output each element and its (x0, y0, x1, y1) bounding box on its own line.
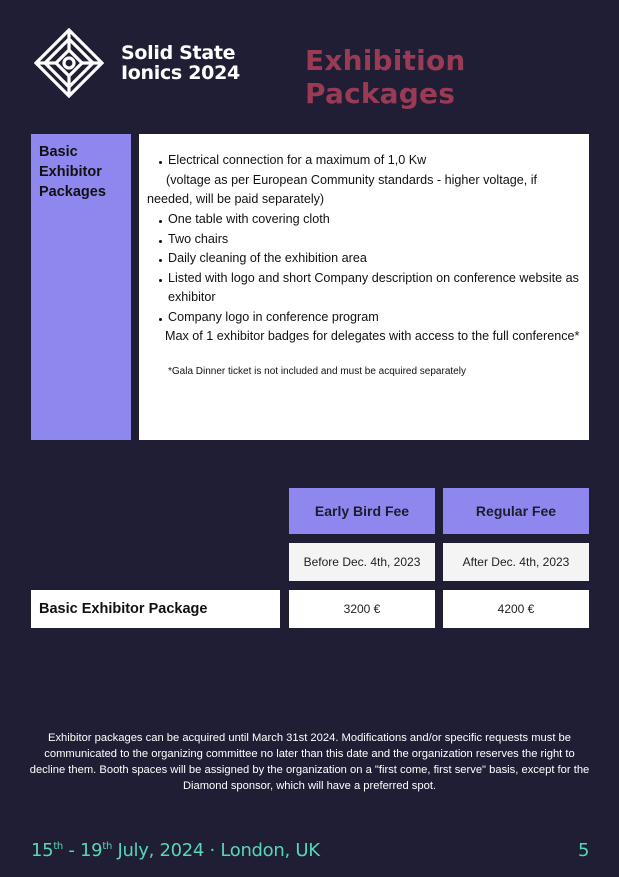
logo-line-1: Solid State (121, 42, 236, 64)
logo-line-2: Ionics 2024 (121, 62, 240, 84)
bullet-icon (159, 240, 162, 243)
package-item: Two chairs (168, 232, 229, 246)
package-item: Daily cleaning of the exhibition area (168, 251, 367, 265)
page-title: Exhibition Packages (305, 44, 466, 110)
package-label-line: Packages (39, 184, 106, 200)
end-day: 19 (80, 840, 103, 861)
event-date-location: July, 2024 · London, UK (117, 840, 320, 861)
start-suffix: th (53, 841, 63, 852)
package-row-label: Basic Exhibitor Package (31, 590, 280, 628)
package-note: *Gala Dinner ticket is not included and must be acquired separately (168, 366, 466, 377)
early-bird-price: 3200 € (289, 590, 435, 628)
package-item-cont: exhibitor (168, 290, 216, 304)
regular-fee-header: Regular Fee (443, 488, 589, 534)
bullet-icon (159, 259, 162, 262)
package-label (31, 134, 131, 440)
early-bird-header: Early Bird Fee (289, 488, 435, 534)
start-day: 15 (31, 840, 54, 861)
package-item: Listed with logo and short Company description on conference website as (168, 271, 579, 285)
logo-icon (34, 28, 104, 98)
package-item-cont: needed, will be paid separately) (147, 192, 325, 206)
bullet-icon (159, 318, 162, 321)
package-item: Max of 1 exhibitor badges for delegates with access to the full conference* (165, 329, 580, 343)
regular-fee-price: 4200 € (443, 590, 589, 628)
early-bird-date: Before Dec. 4th, 2023 (289, 543, 435, 581)
bullet-icon (159, 220, 162, 223)
regular-fee-date: After Dec. 4th, 2023 (443, 543, 589, 581)
package-label-line: Exhibitor (39, 164, 102, 180)
page-number: 5 (578, 840, 590, 861)
bullet-icon (159, 161, 162, 164)
package-label-line: Basic (39, 144, 78, 160)
package-item: Electrical connection for a maximum of 1,0 Kw (168, 153, 427, 167)
package-item-cont: (voltage as per European Community standards - higher voltage, if (166, 173, 538, 187)
package-item: Company logo in conference program (168, 310, 379, 324)
logo-wordmark (121, 43, 240, 83)
bullet-icon (159, 279, 162, 282)
package-item: One table with covering cloth (168, 212, 330, 226)
footnote: Exhibitor packages can be acquired until March 31st 2024. Modifications and/or specific requests must be communicated to the organizing committee no later than this date and the organization reserves the right to decline them. Booth spaces will be assigned by the organization on a "first come, first serve" basis, except for the Diamond sponsor, which will have a preferred spot. (29, 732, 590, 792)
package-details (139, 134, 589, 440)
event-dates: 15th - 19th July, 2024 · London, UK (31, 840, 320, 861)
end-suffix: th (102, 841, 113, 852)
